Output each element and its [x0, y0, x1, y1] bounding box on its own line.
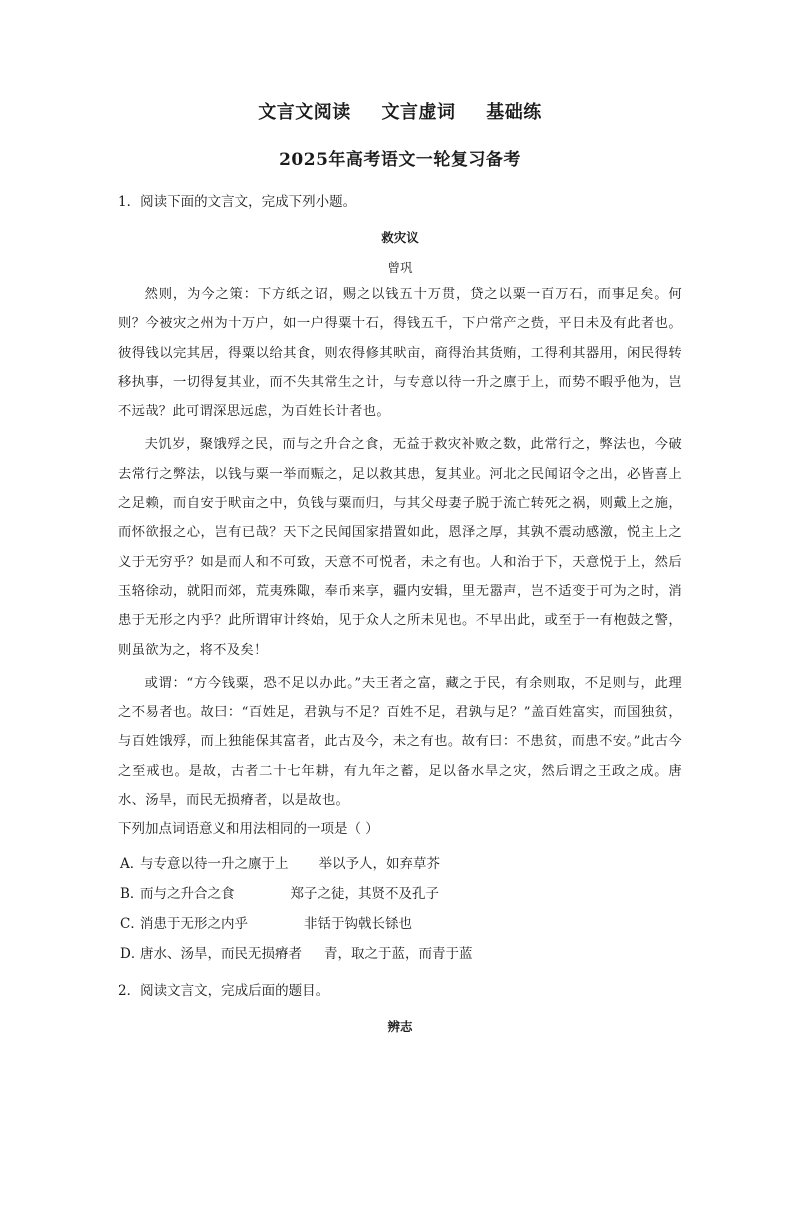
- essay-paragraph: 夫饥岁，聚饿殍之民，而与之升合之食，无益于救灾补败之数，此常行之，弊法也，今破去常行之弊法，以钱与粟一举而赈之，足以救其患，复其业。河北之民闻诏令之出，必皆喜上之足赖，而自安于畎亩之中，负钱与粟而归，与其父母妻子脱于流亡转死之祸，则戴上之施，而怀欲报之心，岂有已哉？天下之民闻国家措置如此，恩泽之厚，其孰不震动感激，悦主上之义于无穷乎？如是而人和不可致，天意不可悦者，未之有也。人和治于下，天意悦于上，然后玉辂徐动，就阳而郊，荒夷殊陬，奉币来享，疆内安辑，里无嚣声，岂不适变于可为之时，消患于无形之内乎？此所谓审计终始，见于众人之所未见也。不早出此，或至于一有枹鼓之警，则虽欲为之，将不及矣！: [118, 437, 682, 658]
- page-title: [118, 98, 682, 124]
- answer-options: [118, 849, 682, 969]
- page-subtitle: 2025年高考语文一轮复习备考: [279, 150, 521, 170]
- question-2-prompt: 2．阅读文言文，完成后面的题目。: [118, 983, 330, 1000]
- option-text-1: 与专意以待一升之廪于上: [140, 856, 289, 873]
- option-text-2: 郑子之徒，其贤不及孔子: [290, 886, 439, 903]
- question-1-prompt: 1．阅读下面的文言文，完成下列小题。: [118, 194, 357, 210]
- essay-title: 救灾议: [381, 230, 419, 245]
- option-label: B．: [120, 886, 144, 903]
- option-text-1: 而与之升合之食: [140, 886, 235, 903]
- essay-author: 曾巩: [387, 260, 413, 275]
- title-part-2: 文言虚词: [381, 102, 456, 123]
- essay-title-2: 辨志: [387, 1019, 413, 1035]
- essay-paragraph: 或谓：“方今钱粟，恐不足以办此。”夫王者之富，藏之于民，有余则取，不足则与，此理之不易者也。故曰：“百姓足，君孰与不足？百姓不足，君孰与足？”盖百姓富实，而国独贫，与百姓饿殍，而上独能保其富者，此古及今，未之有也。故有曰：不患贫，而患不安。”此古今之至戒也。是故，古者二十七年耕，有九年之蓄，足以备水旱之灾，然后谓之王政之成。唐水、汤旱，而民无损瘠者，以是故也。: [118, 675, 682, 809]
- option-text-2: 非铦于钩戟长铩也: [304, 916, 412, 933]
- title-part-3: 基础练: [486, 102, 542, 123]
- option-b[interactable]: [120, 879, 682, 909]
- document-page: [0, 98, 794, 1221]
- option-text-1: 唐水、汤旱，而民无损瘠者: [140, 946, 302, 963]
- option-text-2: 举以予人，如弃草芥: [318, 856, 440, 873]
- question-stem: 下列加点词语意义和用法相同的一项是（ ）: [118, 821, 379, 838]
- option-text-2: 青，取之于蓝，而青于蓝: [324, 946, 473, 963]
- essay-paragraph: 然则，为今之策：下方纸之诏，赐之以钱五十万贯，贷之以粟一百万石，而事足矣。何则？今被灾之州为十万户，如一户得粟十石，得钱五千，下户常产之赀，平日未及有此者也。彼得钱以完其居，得粟以给其食，则农得修其畎亩，商得治其货贿，工得利其器用，闲民得转移执事，一切得复其业，而不失其常生之计，与专意以待一升之廪于上，而势不暇乎他为，岂不远哉？此可谓深思远虑，为百姓长计者也。: [118, 287, 682, 420]
- option-label: D．: [120, 946, 145, 963]
- option-text-1: 消患于无形之内乎: [140, 916, 248, 933]
- option-c[interactable]: [120, 909, 682, 939]
- option-label: C．: [120, 916, 144, 933]
- option-d[interactable]: [120, 939, 682, 969]
- option-a[interactable]: [120, 849, 682, 879]
- option-label: A．: [120, 856, 144, 873]
- title-part-1: 文言文阅读: [258, 102, 351, 123]
